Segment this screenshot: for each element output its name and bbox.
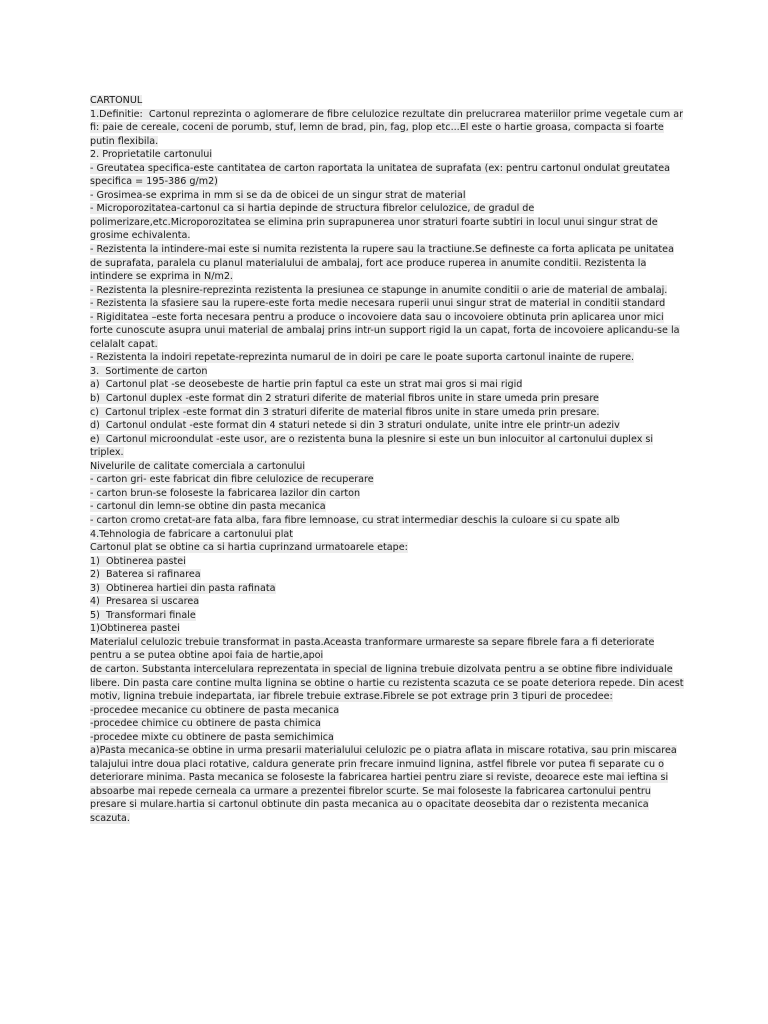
text-line bbox=[90, 284, 705, 298]
text-line-content: grosime echivalenta. bbox=[90, 230, 191, 242]
text-line-content: polimerizare,etc.Microporozitatea se elimina prin suprapunerea unor straturi foarte subtiri in locul unui singur strat de bbox=[90, 216, 658, 228]
text-line-content: -procedee mixte cu obtinere de pasta semichimica bbox=[90, 731, 334, 743]
text-line-content: -procedee chimice cu obtinere de pasta chimica bbox=[90, 718, 321, 730]
text-line bbox=[90, 189, 705, 203]
text-line-content: deteriorare minima. Pasta mecanica se foloseste la fabricarea hartiei pentru ziare si reviste, deoarece este mai ieftina si bbox=[90, 772, 669, 784]
text-line bbox=[90, 148, 705, 162]
text-line-content: - Rezistenta la indoiri repetate-reprezinta numarul de in doiri pe care le poate suporta cartonul inainte de rupere. bbox=[90, 352, 635, 364]
text-line-content: pentru a se putea obtine apoi faia de hartie,apoi bbox=[90, 650, 324, 662]
text-line bbox=[90, 406, 705, 420]
text-line-content: libere. Din pasta care contine multa lignina se obtine o hartie cu rezistenta scazuta ce se poate deteriora repede. Din acest bbox=[90, 677, 684, 689]
text-line-content: 3. Sortimente de carton bbox=[90, 365, 208, 377]
text-line-content: - carton gri- este fabricat din fibre celulozice de recuperare bbox=[90, 474, 374, 486]
text-line-content: 1.Definitie: Cartonul reprezinta o aglomerare de fibre celulozice rezultate din prelucrarea materiilor prime vegetale cum ar bbox=[90, 108, 684, 120]
text-line bbox=[90, 704, 705, 718]
text-line bbox=[90, 649, 705, 663]
text-line bbox=[90, 351, 705, 365]
text-line-content: triplex. bbox=[90, 447, 124, 459]
text-line bbox=[90, 744, 705, 758]
text-line-content: a)Pasta mecanica-se obtine in urma presarii materialului celulozic pe o piatra aflata in miscare rotativa, sau prin miscarea bbox=[90, 745, 677, 757]
text-line bbox=[90, 202, 705, 216]
text-line-content: 5) Transformari finale bbox=[90, 609, 196, 621]
text-line-content: de suprafata, paralela cu planul materialului de ambalaj, fort ace produce ruperea in anumite conditii. Rezistenta la bbox=[90, 257, 647, 269]
text-line-content: a) Cartonul plat -se deosebeste de hartie prin faptul ca este un strat mai gros si mai rigid bbox=[90, 379, 523, 391]
text-line-content: - carton brun-se foloseste la fabricarea lazilor din carton bbox=[90, 487, 361, 499]
text-line-content: - Rezistenta la plesnire-reprezinta rezistenta la presiunea ce stapunge in anumite conditii o arie de material de ambalaj. bbox=[90, 284, 668, 296]
text-line-content: - carton cromo cretat-are fata alba, fara fibre lemnoase, cu strat intermediar deschis la culoare si cu spate alb bbox=[90, 514, 620, 526]
text-line bbox=[90, 243, 705, 257]
text-line bbox=[90, 541, 705, 555]
text-line-content: - cartonul din lemn-se obtine din pasta mecanica bbox=[90, 501, 326, 513]
text-line bbox=[90, 175, 705, 189]
document-title bbox=[90, 94, 705, 108]
text-line bbox=[90, 758, 705, 772]
text-line bbox=[90, 216, 705, 230]
text-line bbox=[90, 798, 705, 812]
text-line bbox=[90, 812, 705, 826]
text-line bbox=[90, 582, 705, 596]
text-line-content: - Grosimea-se exprima in mm si se da de obicei de un singur strat de material bbox=[90, 189, 466, 201]
text-line bbox=[90, 500, 705, 514]
text-line-content: - Greutatea specifica-este cantitatea de carton raportata la unitatea de suprafata (ex: pentru cartonul ondulat greutatea bbox=[90, 162, 670, 174]
text-line-content: b) Cartonul duplex -este format din 2 straturi diferite de material fibros unite in stare umeda prin presare bbox=[90, 393, 599, 405]
text-line bbox=[90, 568, 705, 582]
text-line-content: talajului intre doua placi rotative, caldura generate prin frecare inmuind lignina, astfel fibrele vor putea fi separate cu o bbox=[90, 758, 664, 770]
text-line-content: de carton. Substanta intercelulara reprezentata in special de lignina trebuie dizolvata pentru a se obtine fibre individuale bbox=[90, 663, 673, 675]
text-line bbox=[90, 487, 705, 501]
text-line bbox=[90, 433, 705, 447]
text-line-content: e) Cartonul microondulat -este usor, are o rezistenta buna la plesnire si este un bun inlocuitor al cartonului duplex si bbox=[90, 433, 654, 445]
document-body bbox=[90, 94, 705, 826]
text-line bbox=[90, 731, 705, 745]
text-line-content: Cartonul plat se obtine ca si hartia cuprinzand urmatoarele etape: bbox=[90, 542, 408, 554]
text-line-content: celalalt capat. bbox=[90, 338, 158, 350]
text-line-content: 1)Obtinerea pastei bbox=[90, 623, 180, 635]
text-line-content: 3) Obtinerea hartiei din pasta rafinata bbox=[90, 582, 276, 594]
text-line bbox=[90, 663, 705, 677]
text-line-content: specifica = 195-386 g/m2) bbox=[90, 176, 218, 188]
text-line bbox=[90, 622, 705, 636]
text-line bbox=[90, 514, 705, 528]
text-line bbox=[90, 528, 705, 542]
text-line bbox=[90, 595, 705, 609]
text-line bbox=[90, 785, 705, 799]
text-line bbox=[90, 324, 705, 338]
text-line-content: Nivelurile de calitate comerciala a cartonului bbox=[90, 460, 306, 472]
text-line-content: CARTONUL bbox=[90, 95, 143, 106]
text-line-content: forte cunoscute asupra unui material de ambalaj prins intr-un support rigid la un capat, forta de incovoiere aplicandu-se la bbox=[90, 325, 680, 337]
text-line-content: intindere se exprima in N/m2. bbox=[90, 271, 233, 283]
text-line-content: - Rezistenta la intindere-mai este si numita rezistenta la rupere sau la tractiune.Se defineste ca forta aplicata pe unitatea bbox=[90, 244, 674, 256]
text-line bbox=[90, 460, 705, 474]
text-line bbox=[90, 717, 705, 731]
text-line-content: 4.Tehnologia de fabricare a cartonului plat bbox=[90, 528, 294, 540]
text-line-content: - Rezistenta la sfasiere sau la rupere-este forta medie necesara ruperii unui singur strat de material in conditii standard bbox=[90, 298, 666, 310]
text-line bbox=[90, 365, 705, 379]
text-line bbox=[90, 690, 705, 704]
text-line bbox=[90, 108, 705, 122]
text-line bbox=[90, 771, 705, 785]
text-line-content: - Rigiditatea –este forta necesara pentru a produce o incovoiere data sau o incovoiere obtinuta prin aplicarea unor mici bbox=[90, 311, 664, 323]
text-line bbox=[90, 392, 705, 406]
text-line-content: scazuta. bbox=[90, 812, 130, 824]
text-line bbox=[90, 162, 705, 176]
text-line-content: d) Cartonul ondulat -este format din 4 staturi netede si din 3 straturi ondulate, unite intre ele printr-un adeziv bbox=[90, 420, 620, 432]
text-line-content: - Microporozitatea-cartonul ca si hartia depinde de structura fibrelor celulozice, de gradul de bbox=[90, 203, 535, 215]
text-line-content: 2. Proprietatile cartonului bbox=[90, 149, 213, 161]
text-line bbox=[90, 270, 705, 284]
text-line bbox=[90, 609, 705, 623]
text-line bbox=[90, 378, 705, 392]
text-line-content: presare si mulare.hartia si cartonul obtinute din pasta mecanica au o opacitate deosebita dar o rezistenta mecanica bbox=[90, 799, 649, 811]
text-line-content: motiv, lignina trebuie indepartata, iar fibrele trebuie extrase.Fibrele se pot extrage prin 3 tipuri de procedee: bbox=[90, 691, 613, 703]
text-line bbox=[90, 636, 705, 650]
text-line bbox=[90, 446, 705, 460]
text-line bbox=[90, 135, 705, 149]
text-line-content: fi: paie de cereale, coceni de porumb, stuf, lemn de brad, pin, fag, plop etc...El este o hartie groasa, compacta si foarte bbox=[90, 122, 664, 134]
text-line bbox=[90, 555, 705, 569]
text-line bbox=[90, 311, 705, 325]
text-line-content: 4) Presarea si uscarea bbox=[90, 596, 200, 608]
text-line-content: putin flexibila. bbox=[90, 135, 159, 147]
text-line bbox=[90, 419, 705, 433]
text-line bbox=[90, 229, 705, 243]
text-line-content: c) Cartonul triplex -este format din 3 straturi diferite de material fibros unite in stare umeda prin presare. bbox=[90, 406, 600, 418]
text-line bbox=[90, 121, 705, 135]
text-line bbox=[90, 297, 705, 311]
text-line bbox=[90, 338, 705, 352]
text-line-content: Materialul celulozic trebuie transformat in pasta.Aceasta tranformare urmareste sa separe fibrele fara a fi deteriorate bbox=[90, 636, 655, 648]
text-line bbox=[90, 677, 705, 691]
text-line-content: 1) Obtinerea pastei bbox=[90, 555, 186, 567]
text-line-content: -procedee mecanice cu obtinere de pasta mecanica bbox=[90, 704, 340, 716]
text-line bbox=[90, 473, 705, 487]
text-line-content: absoarbe mai repede cerneala ca urmare a prezentei fibrelor scurte. Se mai foloseste la fabricarea cartonului pentru bbox=[90, 785, 651, 797]
text-line-content: 2) Baterea si rafinarea bbox=[90, 569, 201, 581]
text-line bbox=[90, 257, 705, 271]
